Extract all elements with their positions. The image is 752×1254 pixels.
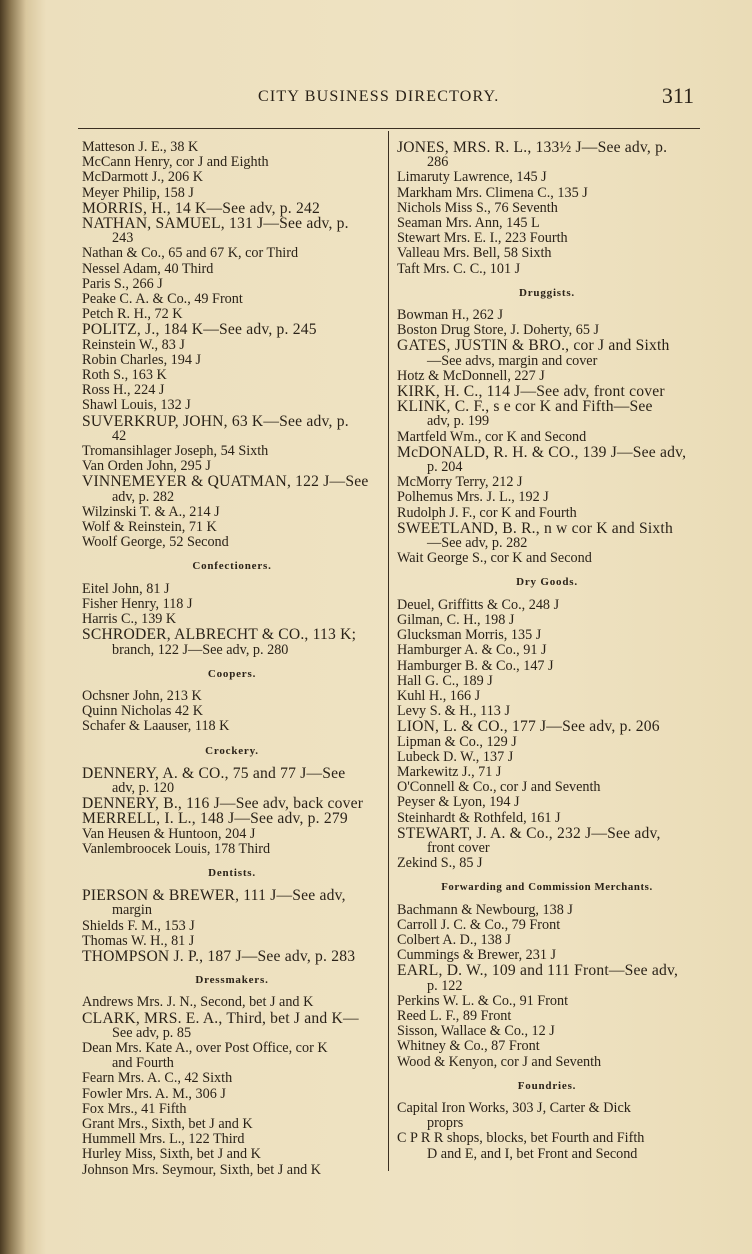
directory-entry: DENNERY, A. & CO., 75 and 77 J—See — [82, 764, 346, 782]
directory-entry: Perkins W. L. & Co., 91 Front — [397, 992, 569, 1009]
directory-entry-continuation: front cover — [427, 839, 490, 856]
directory-entry-continuation: 243 — [112, 230, 134, 247]
directory-entry: McMorry Terry, 212 J — [397, 474, 523, 491]
directory-entry: Deuel, Griffitts & Co., 248 J — [397, 596, 560, 613]
directory-entry: Tromansihlager Joseph, 54 Sixth — [82, 443, 269, 460]
directory-entry: Wood & Kenyon, cor J and Seventh — [397, 1053, 602, 1070]
directory-entry: Reed L. F., 89 Front — [397, 1007, 512, 1024]
directory-entry-continuation: margin — [112, 902, 152, 919]
page-header — [0, 83, 752, 116]
directory-entry: McCann Henry, cor J and Eighth — [82, 154, 269, 171]
directory-entry: Nichols Miss S., 76 Seventh — [397, 199, 558, 216]
directory-entry: Fox Mrs., 41 Fifth — [82, 1100, 187, 1117]
directory-entry-continuation: p. 204 — [427, 459, 463, 476]
directory-entry: Stewart Mrs. E. I., 223 Fourth — [397, 230, 568, 247]
directory-entry: NATHAN, SAMUEL, 131 J—See adv, p. — [82, 215, 349, 233]
directory-entry: Steinhardt & Rothfeld, 161 J — [397, 809, 561, 826]
directory-entry: Taft Mrs. C. C., 101 J — [397, 260, 521, 277]
section-heading: Druggists. — [519, 286, 575, 299]
section-heading: Coopers. — [207, 667, 257, 680]
directory-entry-continuation: adv, p. 120 — [112, 779, 175, 796]
column-divider — [388, 131, 389, 1171]
directory-entry: Peake C. A. & Co., 49 Front — [82, 291, 243, 308]
directory-entry-continuation: 42 — [112, 427, 127, 444]
directory-entry: Whitney & Co., 87 Front — [397, 1038, 540, 1055]
directory-entry: O'Connell & Co., cor J and Seventh — [397, 779, 601, 796]
directory-entry: Nessel Adam, 40 Third — [82, 260, 214, 277]
page-number: 311 — [661, 83, 694, 108]
directory-entry: Martfeld Wm., cor K and Second — [397, 428, 587, 445]
directory-entry-continuation: See adv, p. 85 — [112, 1024, 192, 1041]
directory-entry: Wolf & Reinstein, 71 K — [82, 519, 217, 536]
section-heading: Dentists. — [208, 866, 256, 879]
directory-entry: Dean Mrs. Kate A., over Post Office, cor K — [82, 1039, 328, 1056]
directory-entry: Fowler Mrs. A. M., 306 J — [82, 1085, 226, 1102]
directory-entry-continuation: —See advs, margin and cover — [427, 352, 598, 369]
directory-entry: Johnson Mrs. Seymour, Sixth, bet J and K — [82, 1161, 322, 1178]
directory-entry: Seaman Mrs. Ann, 145 L — [397, 215, 540, 232]
directory-entry: KLINK, C. F., s e cor K and Fifth—See — [397, 398, 653, 416]
directory-entry: Reinstein W., 83 J — [82, 336, 185, 353]
directory-entry-continuation: p. 122 — [427, 977, 463, 994]
directory-entry: Ochsner John, 213 K — [82, 687, 202, 704]
running-title: CITY BUSINESS DIRECTORY. — [258, 88, 500, 105]
directory-entry: Shawl Louis, 132 J — [82, 397, 191, 414]
directory-entry: Nathan & Co., 65 and 67 K, cor Third — [82, 245, 299, 262]
directory-entry: Cummings & Brewer, 231 J — [397, 947, 557, 964]
directory-entry: STEWART, J. A. & Co., 232 J—See adv, — [397, 824, 661, 842]
directory-entry: THOMPSON J. P., 187 J—See adv, p. 283 — [82, 947, 356, 965]
directory-entry: Fearn Mrs. A. C., 42 Sixth — [82, 1070, 233, 1087]
section-heading: Dry Goods. — [516, 576, 578, 589]
directory-entry: Quinn Nicholas 42 K — [82, 703, 203, 720]
directory-entry: Hall G. C., 189 J — [397, 672, 493, 689]
directory-entry: Levy S. & H., 113 J — [397, 703, 510, 720]
directory-entry: Fisher Henry, 118 J — [82, 595, 193, 612]
directory-entry: JONES, MRS. R. L., 133½ J—See adv, p. — [397, 139, 668, 156]
directory-entry: McDONALD, R. H. & CO., 139 J—See adv, — [397, 443, 687, 461]
section-heading: Dressmakers. — [195, 974, 269, 987]
directory-entry: Van Orden John, 295 J — [82, 458, 211, 475]
directory-entry: Wait George S., cor K and Second — [397, 550, 592, 567]
directory-entry: Bowman H., 262 J — [397, 307, 504, 324]
directory-entry-continuation: and Fourth — [112, 1055, 174, 1072]
directory-entry: Polhemus Mrs. J. L., 192 J — [397, 489, 549, 506]
section-heading: Foundries. — [517, 1079, 577, 1092]
directory-entry: Boston Drug Store, J. Doherty, 65 J — [397, 322, 600, 339]
directory-entry: Woolf George, 52 Second — [82, 534, 229, 551]
directory-entry: Petch R. H., 72 K — [82, 306, 183, 323]
directory-entry: Bachmann & Newbourg, 138 J — [397, 901, 573, 918]
directory-entry: Grant Mrs., Sixth, bet J and K — [82, 1115, 253, 1132]
directory-entry: PIERSON & BREWER, 111 J—See adv, — [82, 887, 346, 905]
directory-entry: Eitel John, 81 J — [82, 580, 170, 597]
directory-entry: Kuhl H., 166 J — [397, 687, 481, 704]
directory-entry-continuation: proprs — [427, 1115, 464, 1132]
directory-entry: Roth S., 163 K — [82, 367, 167, 384]
header-rule — [78, 128, 700, 129]
directory-entry: EARL, D. W., 109 and 111 Front—See adv, — [397, 962, 679, 980]
directory-entry: Hamburger B. & Co., 147 J — [397, 657, 554, 674]
directory-entry: Vanlembroocek Louis, 178 Third — [82, 840, 271, 857]
directory-entry: Harris C., 139 K — [82, 611, 177, 628]
directory-entry: GATES, JUSTIN & BRO., cor J and Sixth — [397, 337, 670, 355]
directory-entry: DENNERY, B., 116 J—See adv, back cover — [82, 795, 364, 813]
directory-entry: Lipman & Co., 129 J — [397, 733, 517, 750]
directory-entry: Shields F. M., 153 J — [82, 917, 195, 934]
section-heading: Confectioners. — [192, 560, 272, 573]
directory-entry: VINNEMEYER & QUATMAN, 122 J—See — [82, 473, 369, 491]
directory-entry: Peyser & Lyon, 194 J — [397, 794, 520, 811]
directory-entry: Paris S., 266 J — [82, 275, 163, 292]
directory-entry: Hamburger A. & Co., 91 J — [397, 642, 547, 659]
directory-entry: Sisson, Wallace & Co., 12 J — [397, 1023, 555, 1040]
directory-entry: Schafer & Laauser, 118 K — [82, 718, 230, 735]
directory-entry-continuation: adv, p. 282 — [112, 488, 175, 505]
directory-entry-continuation: branch, 122 J—See adv, p. 280 — [112, 641, 289, 658]
directory-entry-continuation: D and E, and I, bet Front and Second — [427, 1145, 638, 1162]
directory-entry: Thomas W. H., 81 J — [82, 932, 195, 949]
directory-entry: Hummell Mrs. L., 122 Third — [82, 1131, 245, 1148]
directory-entry: Limaruty Lawrence, 145 J — [397, 169, 547, 186]
directory-entry: Meyer Philip, 158 J — [82, 184, 194, 201]
directory-entry: Colbert A. D., 138 J — [397, 931, 511, 948]
section-heading: Forwarding and Commission Merchants. — [441, 881, 653, 894]
directory-entry: Lubeck D. W., 137 J — [397, 748, 514, 765]
directory-entry: Hurley Miss, Sixth, bet J and K — [82, 1146, 261, 1163]
directory-entry: Andrews Mrs. J. N., Second, bet J and K — [82, 994, 314, 1011]
directory-entry: SWEETLAND, B. R., n w cor K and Sixth — [397, 519, 673, 537]
directory-entry: Robin Charles, 194 J — [82, 351, 202, 368]
directory-entry-continuation: 286 — [427, 154, 449, 171]
directory-entry: C P R R shops, blocks, bet Fourth and Fifth — [397, 1130, 645, 1147]
directory-entry: Rudolph J. F., cor K and Fourth — [397, 504, 577, 521]
directory-entry: Hotz & McDonnell, 227 J — [397, 367, 545, 384]
left-column — [82, 140, 382, 1178]
directory-entry: Glucksman Morris, 135 J — [397, 627, 542, 644]
right-column — [397, 140, 697, 1162]
directory-entry: Markham Mrs. Climena C., 135 J — [397, 184, 588, 201]
directory-entry: Ross H., 224 J — [82, 382, 165, 399]
section-heading: Crockery. — [205, 744, 259, 757]
directory-entry: Matteson J. E., 38 K — [82, 139, 199, 155]
directory-entry: SUVERKRUP, JOHN, 63 K—See adv, p. — [82, 412, 349, 430]
directory-entry: Wilzinski T. & A., 214 J — [82, 503, 220, 520]
directory-entry: LION, L. & CO., 177 J—See adv, p. 206 — [397, 718, 660, 736]
directory-entry-continuation: adv, p. 199 — [427, 413, 490, 430]
directory-entry: Zekind S., 85 J — [397, 855, 483, 872]
directory-entry: Carroll J. C. & Co., 79 Front — [397, 916, 561, 933]
directory-entry: MORRIS, H., 14 K—See adv, p. 242 — [82, 199, 320, 217]
directory-entry: SCHRODER, ALBRECHT & CO., 113 K; — [82, 626, 357, 644]
directory-entry: KIRK, H. C., 114 J—See adv, front cover — [397, 383, 665, 401]
directory-entry: MERRELL, I. L., 148 J—See adv, p. 279 — [82, 810, 348, 828]
directory-entry: Markewitz J., 71 J — [397, 763, 502, 780]
directory-entry: CLARK, MRS. E. A., Third, bet J and K— — [82, 1009, 359, 1027]
directory-entry: Capital Iron Works, 303 J, Carter & Dick — [397, 1099, 631, 1116]
directory-entry: McDarmott J., 206 K — [82, 169, 203, 186]
directory-entry: Valleau Mrs. Bell, 58 Sixth — [397, 245, 552, 262]
directory-entry: POLITZ, J., 184 K—See adv, p. 245 — [82, 321, 317, 339]
directory-entry: Van Heusen & Huntoon, 204 J — [82, 825, 256, 842]
directory-entry-continuation: —See adv, p. 282 — [427, 535, 528, 552]
directory-entry: Gilman, C. H., 198 J — [397, 611, 515, 628]
